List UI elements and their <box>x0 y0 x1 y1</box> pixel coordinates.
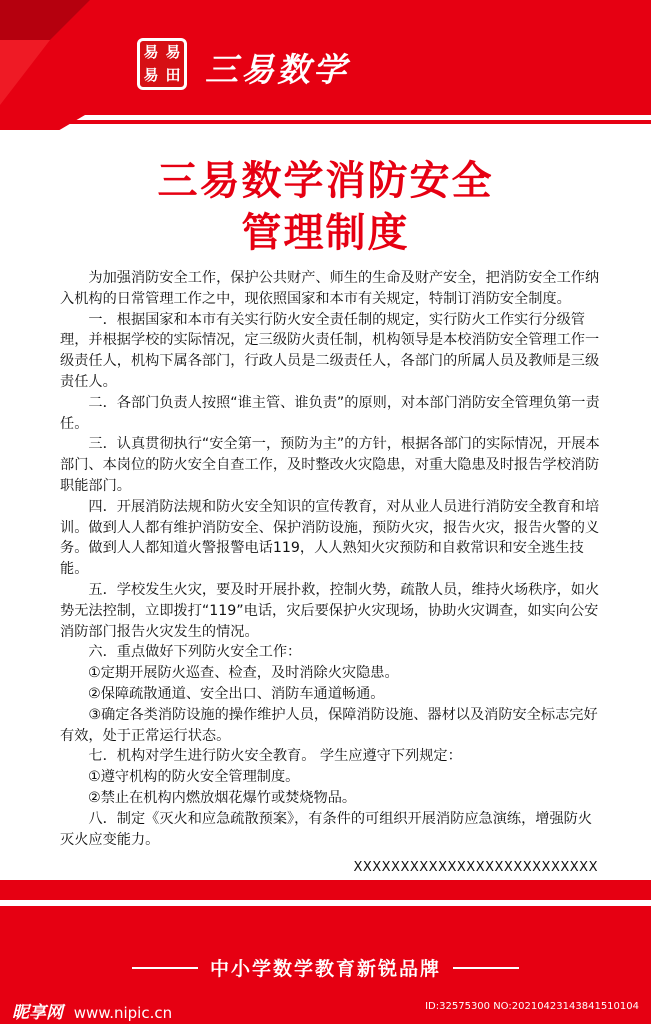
footer-slogan: 中小学数学教育新锐品牌 <box>209 958 441 980</box>
slogan-divider-right <box>453 967 519 969</box>
paragraph-6-item-1: ①定期开展防火巡查、检查，及时消除火灾隐患。 <box>88 665 399 682</box>
paragraph-2: 二．各部门负责人按照“谁主管、谁负责”的原则，对本部门消防安全管理负第一责任。 <box>60 394 600 432</box>
slogan-divider-left <box>132 967 198 969</box>
paragraph-5: 五．学校发生火灾，要及时开展扑救，控制火势，疏散人员，维持火场秩序，如火势无法控制，立即拨打“119”电话，灾后要保护火灾现场，协助火灾调查，如实向公安消防部门报告火灾发生的情况。 <box>60 581 600 640</box>
title-line-1: 三易数学消防安全 <box>157 158 494 204</box>
header-thin-stripe <box>0 120 651 124</box>
paragraph-6-item-3: ③确定各类消防设施的操作维护人员，保障消防设施、器材以及消防安全标志完好有效，处于正常运行状态。 <box>60 706 598 744</box>
page-title <box>0 155 651 259</box>
paragraph-4: 四．开展消防法规和防火安全知识的宣传教育，对从业人员进行消防安全教育和培训。做到人人都有维护消防安全、保护消防设施，预防火灾，报告火灾，报告火警的义务。做到人人都知道火警报警电话119，人人熟知火灾预防和自救常识和安全逃生技能。 <box>60 498 600 578</box>
logo-char-1: 易 <box>143 43 159 61</box>
watermark-id: ID:32575300 NO:20210423143841510104 <box>425 1001 639 1012</box>
footer-banner <box>0 880 651 1024</box>
header-banner <box>0 0 651 130</box>
signature-line: XXXXXXXXXXXXXXXXXXXXXXXXXX <box>353 860 598 875</box>
paragraph-intro: 为加强消防安全工作，保护公共财产、师生的生命及财产安全，把消防安全工作纳入机构的日常管理工作之中，现依照国家和本市有关规定，特制订消防安全制度。 <box>60 270 600 307</box>
document-body <box>60 268 600 850</box>
logo-char-4: 田 <box>165 66 181 84</box>
paragraph-6: 六．重点做好下列防火安全工作： <box>88 644 302 661</box>
title-line-2: 管理制度 <box>241 210 410 256</box>
paragraph-7-item-1: ①遵守机构的防火安全管理制度。 <box>88 769 300 786</box>
paragraph-7-item-2: ②禁止在机构内燃放烟花爆竹或焚烧物品。 <box>88 789 357 806</box>
paragraph-1: 一．根据国家和本市有关实行防火安全责任制的规定，实行防火工作实行分级管理，并根据学校的实际情况，定三级防火责任制，机构领导是本校消防安全管理工作一级责任人，机构下属各部门，行政人员是二级责任人，各部门的所属人员及教师是三级责任人。 <box>60 311 600 390</box>
paragraph-7: 七．机构对学生进行防火安全教育。 学生应遵守下列规定： <box>88 748 462 765</box>
logo-char-2: 易 <box>165 43 181 61</box>
paragraph-6-item-2: ②保障疏散通道、安全出口、消防车通道畅通。 <box>88 685 385 702</box>
paragraph-3: 三．认真贯彻执行“安全第一，预防为主”的方针，根据各部门的实际情况，开展本部门、本岗位的防火安全自查工作，及时整改火灾隐患，对重大隐患及时报告学校消防职能部门。 <box>60 436 600 494</box>
brand-name: 三易数学 <box>205 50 349 89</box>
slogan-row <box>0 954 651 981</box>
logo-seal <box>137 38 187 90</box>
footer-thin-band <box>0 880 651 900</box>
watermark-url: www.nipic.cn <box>73 1004 173 1022</box>
watermark-brand: 昵享网 <box>12 1003 63 1023</box>
watermark-left <box>12 998 172 1023</box>
logo-char-3: 易 <box>143 66 159 84</box>
paragraph-8: 八．制定《灭火和应急疏散预案》，有条件的可组织开展消防应急演练，增强防火灭火应变能力。 <box>60 810 593 848</box>
